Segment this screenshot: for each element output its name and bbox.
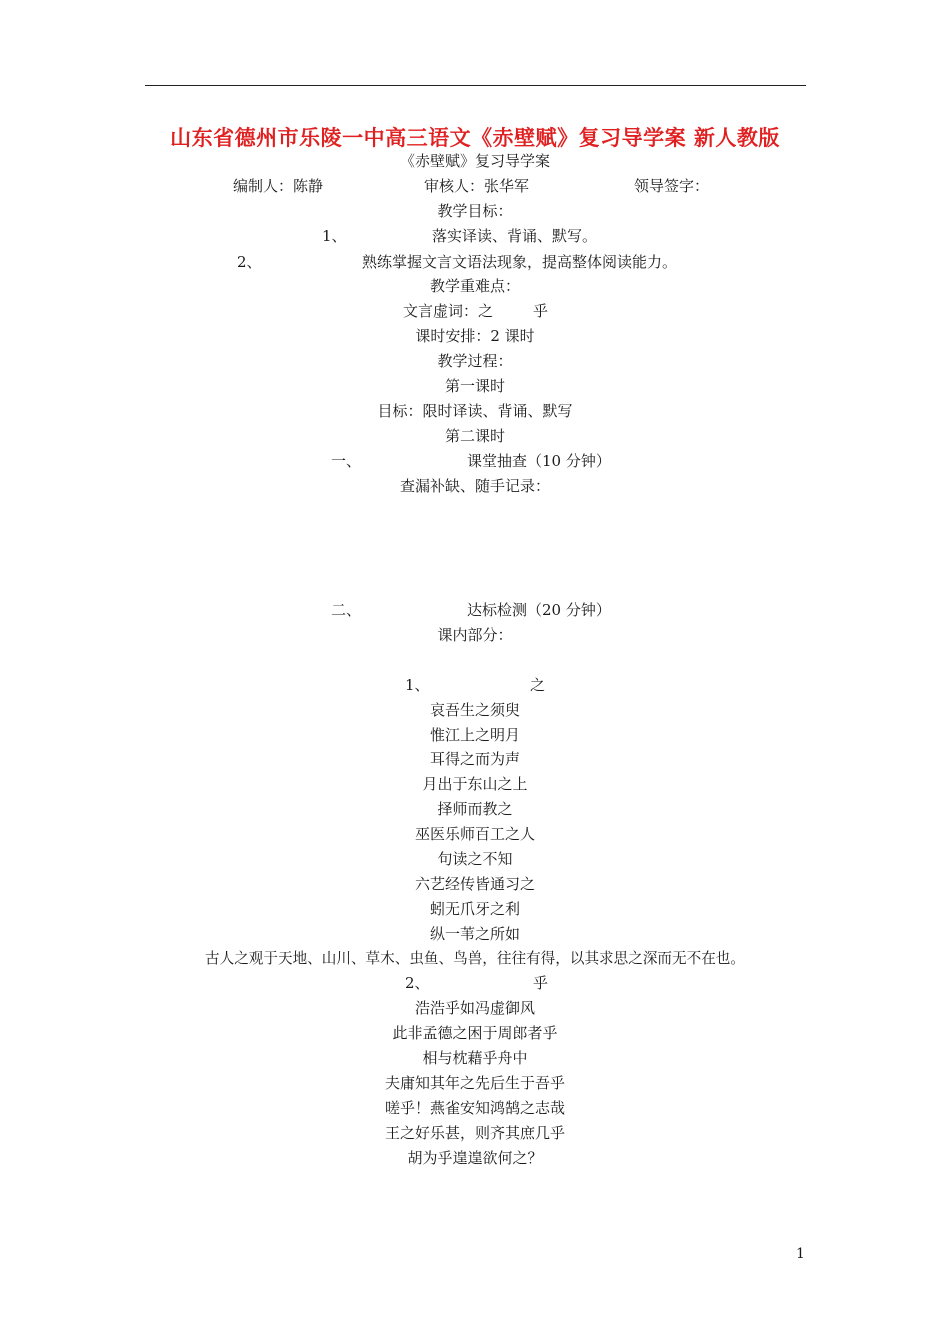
objective-text: 落实译读、背诵、默写。 [432,227,598,245]
example-sentence: 王之好乐甚，则齐其庶几乎 [384,1124,565,1142]
document-subtitle: 《赤壁赋》复习导学案 [399,152,550,170]
objectives-heading: 教学目标： [437,202,513,220]
example-sentence: 巫医乐师百工之人 [414,825,535,843]
example-sentence: 夫庸知其年之先后生于吾乎 [384,1074,565,1092]
example-sentence: 耳得之而为声 [429,750,520,768]
key-points-heading: 教学重难点： [429,277,520,295]
section-one-title: 课堂抽查（10 分钟） [467,452,611,470]
lesson-two-heading: 第二课时 [444,427,505,445]
section-one-note: 查漏补缺、随手记录： [399,477,550,495]
document-title: 山东省德州市乐陵一中高三语文《赤壁赋》复习导学案 新人教版 [170,126,780,150]
example-sentence: 纵一苇之所如 [429,925,520,943]
section-one-number: 一、 [331,452,362,470]
page-number: 1 [796,1246,805,1262]
example-sentence: 相与枕藉乎舟中 [422,1049,528,1067]
group-hu-number: 2、 [405,974,430,992]
header-rule [145,85,806,86]
reviewer-credit: 审核人：张华军 [424,177,530,195]
compiler-credit: 编制人：陈静 [233,177,324,195]
schedule-text: 课时安排：2 课时 [415,327,535,345]
example-sentence: 古人之观于天地、山川、草木、虫鱼、鸟兽，往往有得，以其求思之深而无不在也。 [205,950,745,967]
section-two-subheading: 课内部分： [437,626,513,644]
example-sentence: 哀吾生之须臾 [429,701,520,719]
key-points-words: 文言虚词：之 [403,302,494,320]
process-heading: 教学过程： [437,352,513,370]
group-zhi-char: 之 [530,676,546,694]
example-sentence: 惟江上之明月 [429,726,520,744]
example-sentence: 浩浩乎如冯虚御风 [414,999,535,1017]
example-sentence: 胡为乎遑遑欲何之？ [407,1149,543,1167]
lesson-one-goal: 目标：限时译读、背诵、默写 [377,402,573,420]
group-zhi-number: 1、 [405,676,430,694]
section-two-number: 二、 [331,601,362,619]
group-hu-char: 乎 [533,974,549,992]
example-sentence: 此非孟德之困于周郎者乎 [392,1024,558,1042]
objective-text: 熟练掌握文言文语法现象，提高整体阅读能力。 [362,253,678,271]
example-sentence: 嗟乎！燕雀安知鸿鹄之志哉 [384,1099,565,1117]
section-two-title: 达标检测（20 分钟） [467,601,611,619]
example-sentence: 句读之不知 [437,850,513,868]
leader-signature: 领导签字： [634,177,710,195]
objective-number: 2、 [237,253,262,271]
example-sentence: 月出于东山之上 [422,775,528,793]
example-sentence: 蚓无爪牙之利 [429,900,520,918]
key-points-extra-word: 乎 [533,302,549,320]
example-sentence: 六艺经传皆通习之 [414,875,535,893]
example-sentence: 择师而教之 [437,800,513,818]
lesson-one-heading: 第一课时 [444,377,505,395]
objective-number: 1、 [322,227,347,245]
